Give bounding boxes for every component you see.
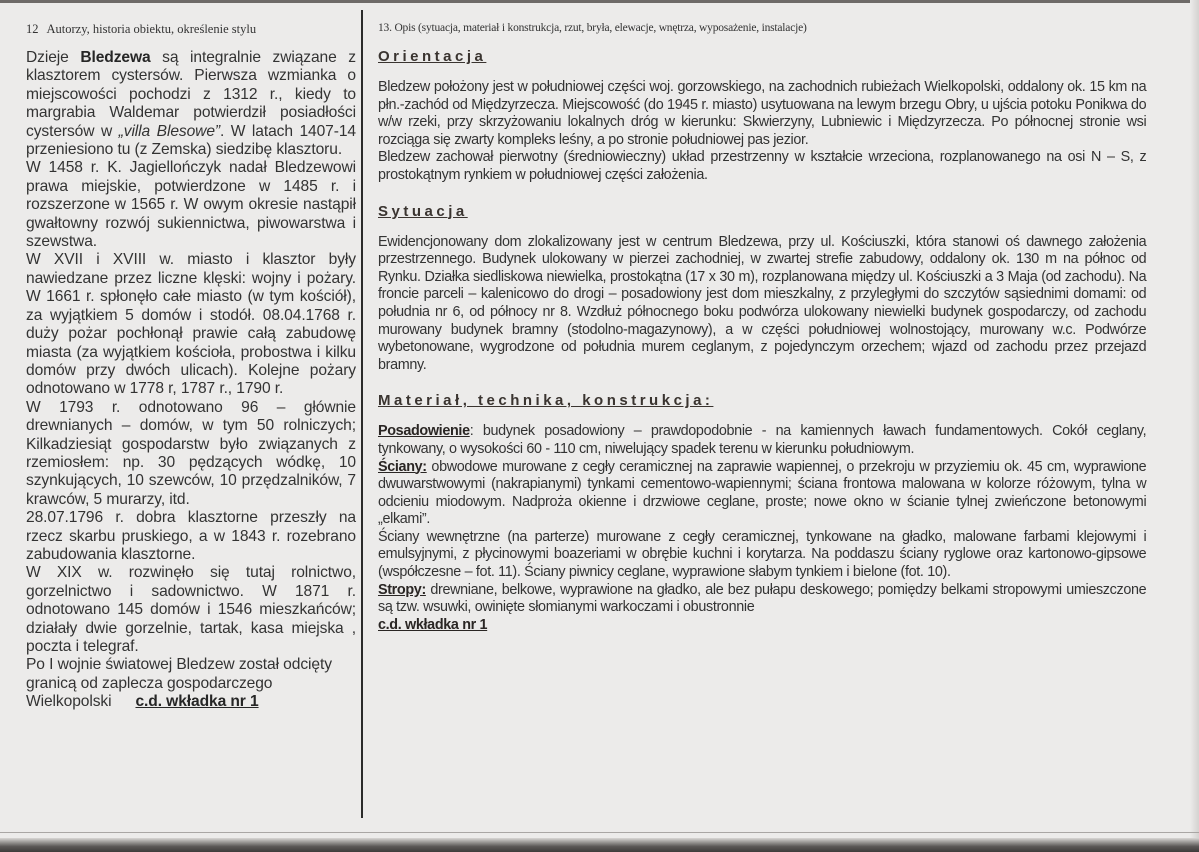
page-right-edge bbox=[1190, 0, 1199, 852]
history-paragraph-7: Po I wojnie światowej Bledzew został odcięty granicą od zaplecza gospodarczego Wielkopolski c.d. wkładka nr 1 bbox=[26, 656, 332, 711]
sciany-wewnetrzne-paragraph: Ściany wewnętrzne (na parterze) murowane z cegły ceramicznej, tynkowane na gładko, malowane farbami klejowymi i emulsyjnymi, z płycinowymi boazeriami w obrębie kuchni i korytarza. Na poddaszu ściany ryglowe oraz kartonowo-gipsowe (współczesne – fot. 11). Ściany piwnicy ceglane, wyprawione słabym tynkiem i bielone (fot. 10). bbox=[378, 528, 1147, 581]
orientacja-section bbox=[378, 48, 1158, 185]
history-paragraph-4: W 1793 r. odnotowano 96 – głównie drewnianych – domów, w tym 50 rolniczych; Kilkadziesiąt gospodarstw było związanych z rzemiosłem: np. 30 pędzących wódkę, 10 szynkujących, 10 szewców, 10 przędzalników, 7 krawców, 5 murarzy, itd. bbox=[26, 398, 356, 508]
latin-name: „villa Blesowe” bbox=[118, 122, 220, 140]
sytuacja-section bbox=[378, 203, 1158, 375]
page-top-edge bbox=[0, 0, 1199, 3]
history-column bbox=[26, 22, 356, 712]
continuation-reference: c.d. wkładka nr 1 bbox=[378, 616, 488, 633]
orientacja-paragraph-1: Bledzew położony jest w południowej części woj. gorzowskiego, na zachodnich rubieżach Wielkopolski, oddalony ok. 15 km na płn.-zachód od Międzyrzecza. Miejscowość (do 1945 r. miasto) usytuowana na lewym brzegu Obry, u ujścia potoku Ponikwa do w/w rzeki, przy skrzyżowaniu lokalnych dróg w kierunku: Skwierzyny, Lubniewic i Międzyrzecza. Po północnej stronie wsi rozciąga się zwarty kompleks leśny, a po stronie południowej pas jezior. bbox=[378, 79, 1147, 148]
town-name: Bledzewa bbox=[80, 49, 151, 66]
history-paragraph-5: 28.07.1796 r. dobra klasztorne przeszły na rzecz skarbu pruskiego, a w 1843 r. rozebrano zabudowania klasztorne. bbox=[26, 509, 356, 563]
orientacja-title: Orientacja bbox=[378, 48, 487, 65]
sytuacja-title: Sytuacja bbox=[378, 202, 468, 220]
history-text bbox=[26, 49, 356, 712]
sciany-paragraph: Ściany: obwodowe murowane z cegły ceramicznej na zaprawie wapiennej, o przekroju w przyziemiu ok. 45 cm, wyprawione dwuwarstwowymi (nakrapianymi) tynkami cementowo-wapiennymi; ściana frontowa malowana w kolorze różowym, tylna w odcieniu miodowym. Nadproża okienne i drzwiowe ceglane, proste; nowe okno w ścianie tylnej zwieńczone betonowymi „elkami”. bbox=[378, 458, 1147, 528]
history-paragraph-2: W 1458 r. K. Jagiellończyk nadał Bledzewowi prawa miejskie, potwierdzone w 1485 r. i rozszerzone w 1565 r. W owym okresie nastąpił gwałtowny rozwój sukiennictwa, piwowarstwa i szewstwa. bbox=[26, 159, 356, 251]
history-paragraph-1: Dzieje Bledzewa są integralnie związane z klasztorem cystersów. Pierwsza wzmianka o miejscowości pochodzi z 1312 r., kiedy to margrabia Waldemar potwierdził posiadłości cystersów w „villa Blesowe”. W latach 1407-14 przeniesiono tu (z Zemska) siedzibę klasztoru. bbox=[26, 49, 356, 159]
column-divider bbox=[361, 10, 363, 818]
orientacja-paragraph-2: Bledzew zachował pierwotny (średniowieczny) układ przestrzenny w kształcie wrzeciona, rozplanowanego na osi N – S, z prostokątnym rynkiem w południowej części założenia. bbox=[378, 149, 1147, 183]
bottom-rule bbox=[0, 832, 1199, 833]
page-bottom-edge bbox=[0, 838, 1199, 852]
left-section-header bbox=[26, 22, 356, 37]
continuation-reference: c.d. wkładka nr 1 bbox=[135, 693, 259, 711]
posadowienie-paragraph: Posadowienie: budynek posadowiony – prawdopodobnie - na kamiennych ławach fundamentowych. Cokół ceglany, tynkowany, o wysokości 60 - 110 cm, niwelujący spadek terenu w kierunku południowym. bbox=[378, 423, 1147, 457]
sciany-label: Ściany: bbox=[378, 458, 427, 475]
history-paragraph-3: W XVII i XVIII w. miasto i klasztor były nawiedzane przez liczne klęski: wojny i pożary. W 1661 r. spłonęło całe miasto (w tym kościół), za wyjątkiem 5 domów i stodół. 08.04.1768 r. duży pożar pochłonął prawie całą zabudowę miasta (za wyjątkiem kościoła, probostwa i kilku domów przy dwóch ulicach). Kolejne pożary odnotowano w 1778 r, 1787 r., 1790 r. bbox=[26, 251, 356, 398]
description-column bbox=[378, 22, 1158, 652]
material-section bbox=[378, 392, 1158, 634]
sytuacja-paragraph: Ewidencjonowany dom zlokalizowany jest w centrum Bledzewa, przy ul. Kościuszki, która stanowi oś dawnego założenia przestrzennego. Budynek ulokowany w pierzei zachodniej, w zwartej strefie zabudowy, oddalony ok. 130 m na północ od Rynku. Działka siedliskowa niewielka, prostokątna (17 x 30 m), rozplanowana między ul. Kościuszki a 3 Maja (od zachodu). Na froncie parceli – kalenicowo do drogi – posadowiony jest dom mieszkalny, z przyległymi do szczytów sąsiednimi domami: od południa nr 6, od północy nr 8. Wzdłuż północnego boku podwórza ulokowany niewielki budynek gospodarczy, od zachodu murowany budynek bramny (stodolno-magazynowy), a w części południowej wolnostojący, murowany w.c. Podwórze wybetonowane, wygrodzone od południa murem ceglanym, z pojedynczym orzechem; wjazd od zachodu przez przejazd bramny. bbox=[378, 233, 1147, 373]
right-section-header: 13. Opis (sytuacja, materiał i konstrukcja, rzut, bryła, elewacje, wnętrza, wyposażenie, instalacje) bbox=[378, 22, 807, 34]
section-title: Autorzy, historia obiektu, określenie stylu bbox=[46, 22, 257, 36]
history-paragraph-6: W XIX w. rozwinęło się tutaj rolnictwo, gorzelnictwo i sadownictwo. W 1871 r. odnotowano 145 domów i 1546 mieszkańców; działały dwie gorzelnie, tartak, kasa miejska , poczta i telegraf. bbox=[26, 564, 356, 655]
continuation-paragraph bbox=[378, 617, 1146, 635]
stropy-label: Stropy: bbox=[378, 581, 426, 598]
material-title: Materiał, technika, konstrukcja: bbox=[378, 392, 714, 410]
stropy-paragraph: Stropy: drewniane, belkowe, wyprawione na gładko, ale bez pułapu deskowego; pomiędzy belkami stropowymi umieszczone są tzw. wsuwki, owinięte słomianymi warkoczami i obustronnie bbox=[378, 581, 1147, 616]
posadowienie-label: Posadowienie bbox=[378, 423, 470, 440]
section-number: 12 bbox=[26, 22, 39, 36]
